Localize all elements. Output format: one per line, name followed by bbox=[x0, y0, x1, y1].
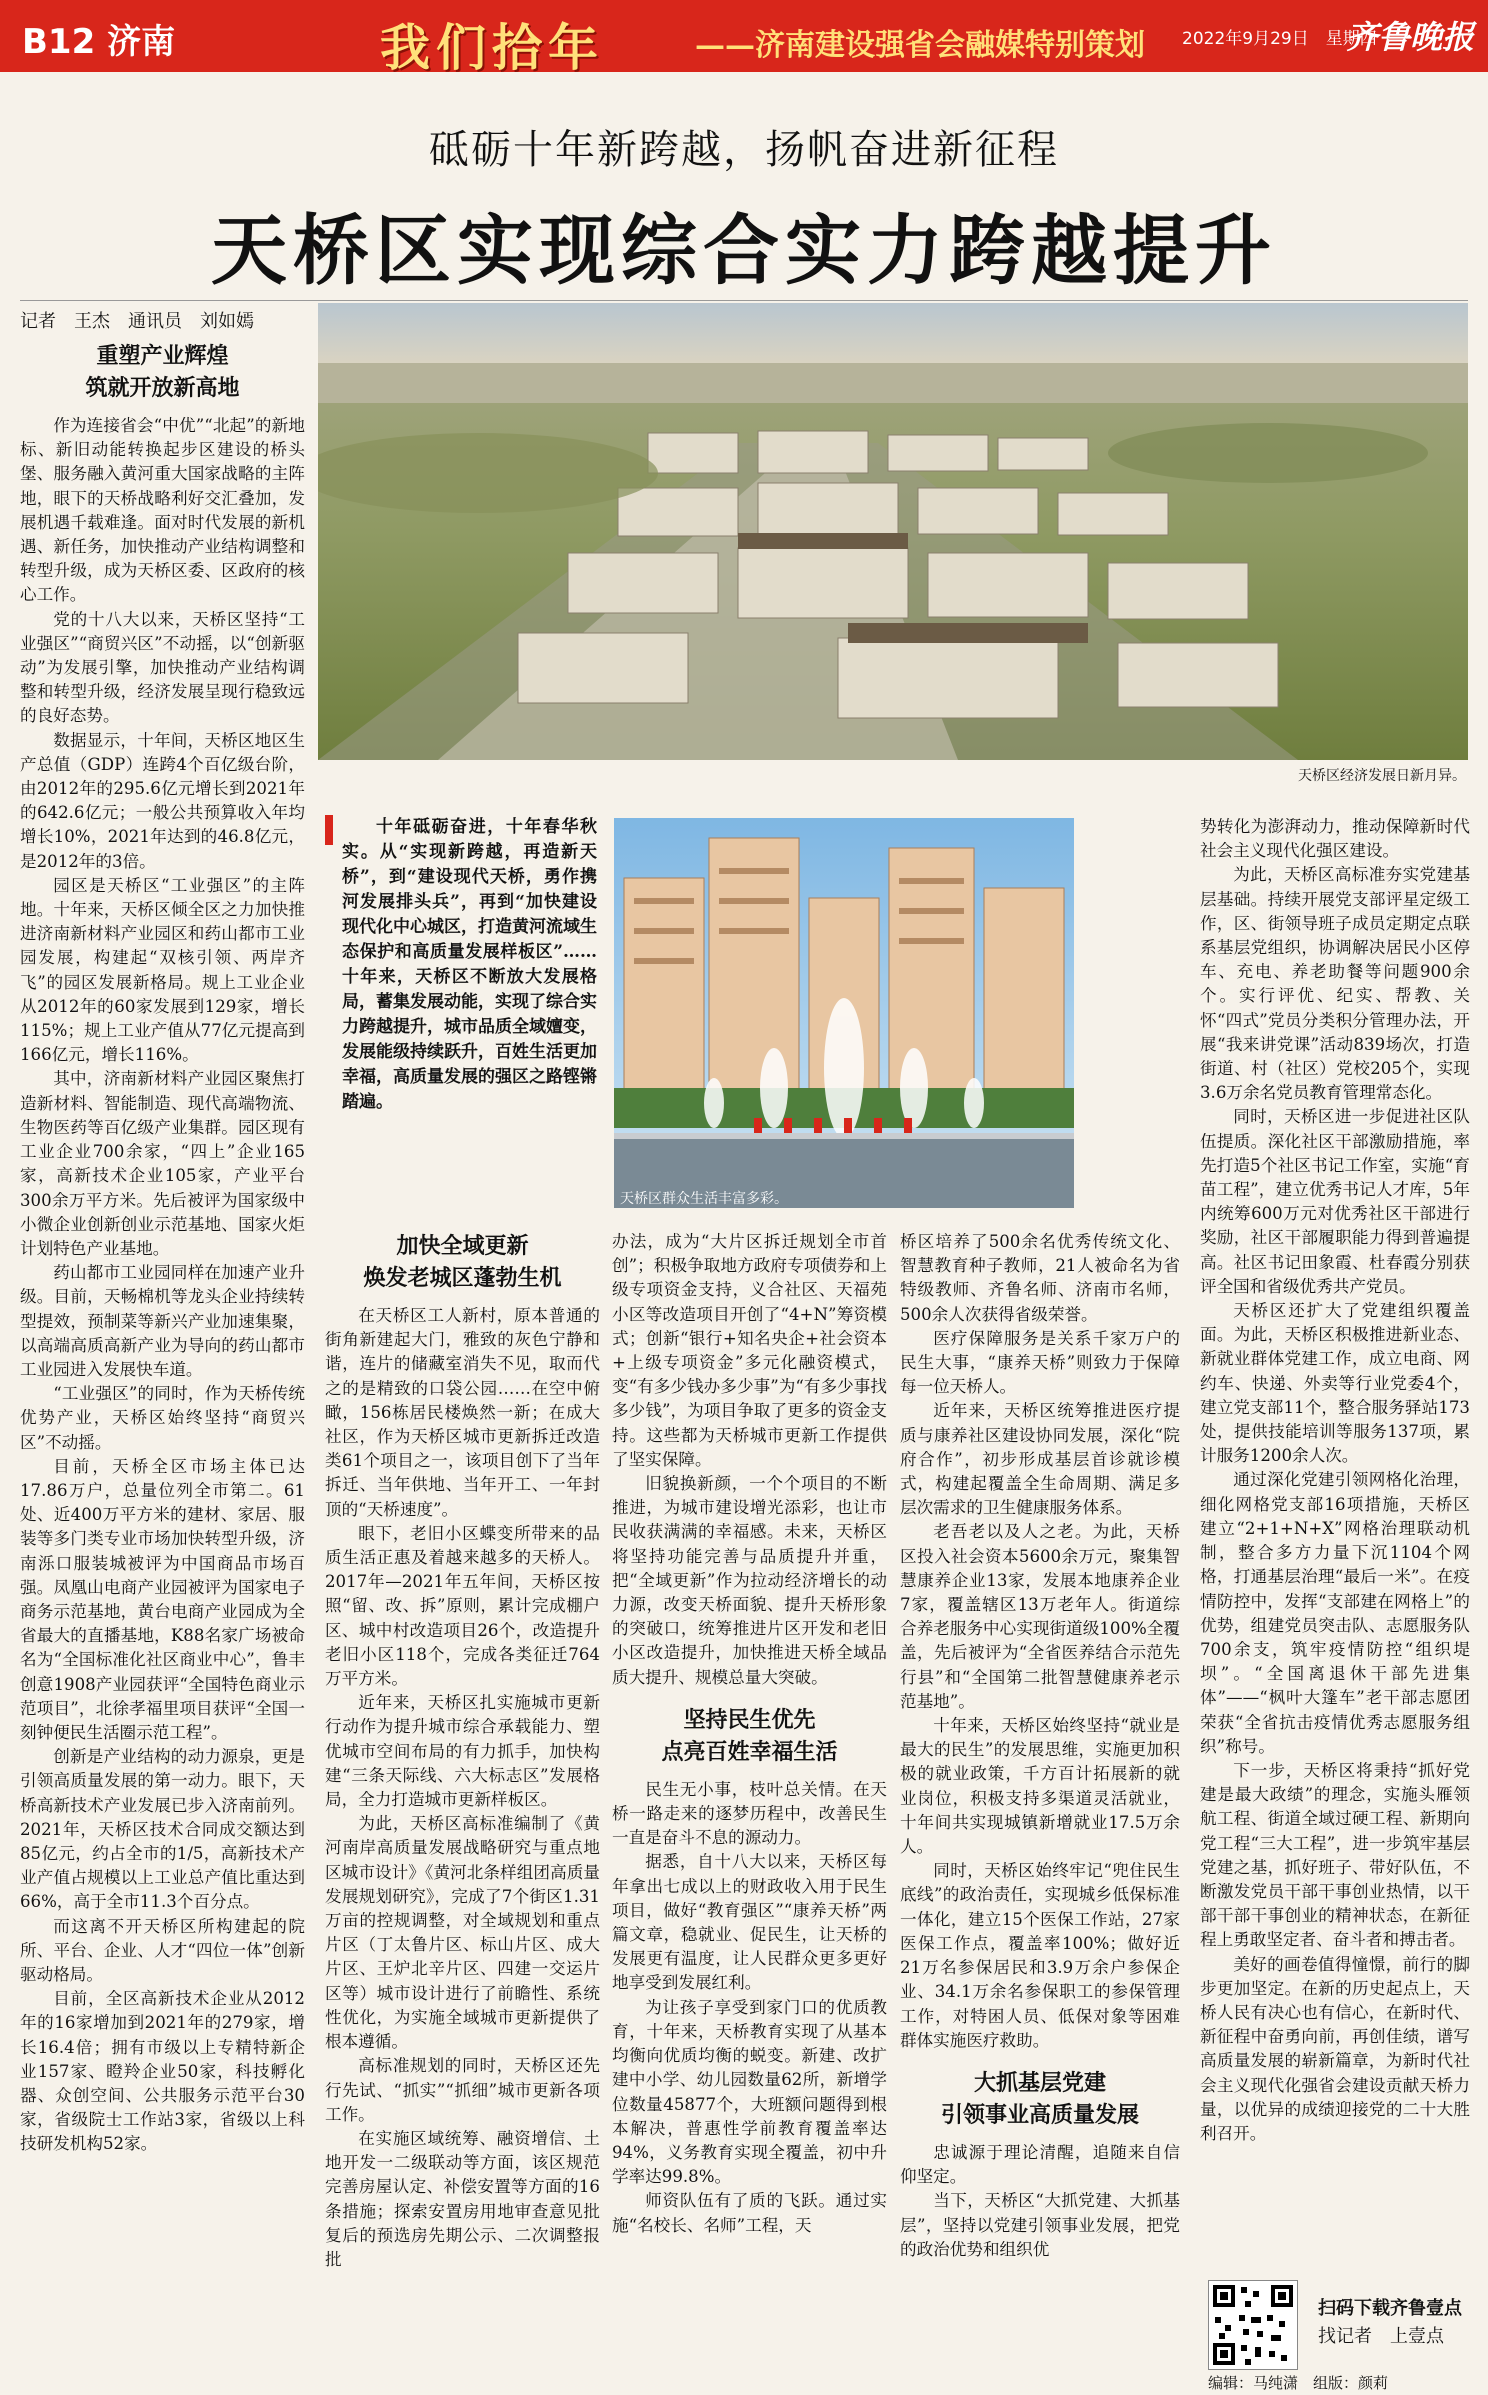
section4-body: 民生无小事，枝叶总关情。在天桥一路走来的逐梦历程中，改善民生一直是奋斗不息的源动力。 据悉，自十八大以来，天桥区每年拿出七成以上的财政收入用于民生项目，做好“教育强区”“康养天桥”两篇文章，稳就业、促民生，让天桥的发展更有温度，让人民群众更多更好地享受到发展红利。 为让孩子享受到家门口的优质教育，十年来，天桥教育实现了从基本均衡向优质均衡的蜕变。新建、改扩建中小学、幼儿园数量62所，新增学位数量45877个，大班额问题得到根本解决，普惠性学前教育覆盖率达94%，义务教育实现全覆盖，初中升学率达99.8%。 师资队伍有了质的飞跃。通过实施“名校长、名师”工程，天 bbox=[612, 1779, 887, 2235]
section3-body: 办法，成为“大片区拆迁规划全市首创”；积极争取地方政府专项债券和上级专项资金支持，义合社区、天福苑小区等改造项目开创了“4+N”筹资模式；创新“银行+知名央企+社会资本+上级专项资金”多元化融资模式，变“有多少钱办多少事”为“有多少事找多少钱”，为项目争取了更多的资金支持。这些都为天桥城市更新工作提供了坚实保障。 旧貌换新颜，一个个项目的不断推进，为城市建设增光添彩，也让市民收获满满的幸福感。未来，天桥区将坚持功能完善与品质提升并重，把“全域更新”作为拉动经济增长的动力源，改变天桥面貌、提升天桥形象的突破口，统筹推进片区开发和老旧小区改造提升，加快推进天桥全域品质大提升、规模总量大突破。 bbox=[612, 1232, 887, 1687]
page-label: B12 济南 bbox=[22, 22, 176, 62]
byline: 记者 王杰 通讯员 刘如嫣 bbox=[20, 311, 254, 332]
photo2-caption: 天桥区群众生活丰富多彩。 bbox=[620, 1191, 788, 1207]
fountain-photo bbox=[614, 818, 1074, 1208]
column-4 bbox=[900, 1230, 1180, 2385]
fountain-photo-illustration bbox=[614, 818, 1074, 1208]
headline-divider bbox=[20, 300, 1468, 301]
column-3 bbox=[612, 1230, 887, 2385]
editor-credits: 编辑：马纯潇 组版：颜莉 bbox=[1208, 2374, 1389, 2392]
section4-title-line2: 点亮百姓幸福生活 bbox=[661, 1738, 838, 1765]
masthead-band bbox=[0, 0, 1488, 77]
aerial-photo-illustration bbox=[318, 303, 1468, 760]
column-1 bbox=[20, 340, 305, 2385]
qr-caption-line1: 扫码下载齐鲁壹点 bbox=[1318, 2298, 1462, 2319]
lead-paragraph: 十年砥砺奋进，十年春华秋实。从“实现新跨越，再造新天桥”，到“建设现代天桥，勇作携河发展排头兵”，再到“加快建设现代化中心城区，打造黄河流域生态保护和高质量发展样板区”……十年来，天桥区不断放大发展格局，蓄集发展动能，实现了综合实力跨越提升，城市品质全域嬗变，发展能级持续跃升，百姓生活更加幸福，高质量发展的强区之路铿锵踏遍。 bbox=[342, 817, 597, 1112]
column-5 bbox=[1200, 815, 1470, 2270]
kicker-headline: 砥砺十年新跨越，扬帆奋进新征程 bbox=[429, 127, 1059, 173]
issue-date: 2022年9月29日 星期四 bbox=[1182, 29, 1377, 49]
section7-body: 势转化为澎湃动力，推动保障新时代社会主义现代化强区建设。 为此，天桥区高标准夯实党建基层基础。持续开展党支部评星定级工作，区、街领导班子成员定期定点联系基层党组织，协调解决居民小区停车、充电、养老助餐等问题900余个。实行评优、纪实、帮教、关怀“四式”党员分类积分管理办法，开展“我来讲党课”活动839场次，打造街道、村（社区）党校205个，实现3.6万余名党员教育管理常态化。 同时，天桥区进一步促进社区队伍提质。深化社区干部激励措施，率先打造5个社区书记工作室，实施“育苗工程”，建立优秀书记人才库，5年内统筹600万元对优秀社区干部进行奖励，社区干部履职能力得到普遍提高。社区书记田象霞、杜春霞分别获评全国和省级优秀共产党员。 天桥区还扩大了党建组织覆盖面。为此，天桥区积极推进新业态、新就业群体党建工作，成立电商、网约车、快递、外卖等行业党委4个，建立党支部11个，整合服务驿站173处，提供技能培训等服务137项，累计服务1200余人次。 通过深化党建引领网格化治理，细化网格党支部16项措施，天桥区建立“2+1+N+X”网格治理联动机制，整合多方力量下沉1104个网格，打通基层治理“最后一米”。在疫情防控中，发挥“支部建在网格上”的优势，组建党员突击队、志愿服务队700余支，筑牢疫情防控“组织堤坝”。“全国离退休干部先进集体”——“枫叶大篷车”老干部志愿团荣获“全省抗击疫情优秀志愿服务组织”称号。 下一步，天桥区将秉持“抓好党建是最大政绩”的理念，实施头雁领航工程、街道全域过硬工程、新期向党工程“三大工程”，进一步筑牢基层党建之基，抓好班子、带好队伍，不断激发党员干部干事创业热情，以干部干部干事创业的精神状态，在新征程上勇敢坚定者、奋斗者和搏击者。 美好的画卷值得憧憬，前行的脚步更加坚定。在新的历史起点上，天桥人民有决心也有信心，在新时代、新征程中奋勇向前，再创佳绩，谱写高质量发展的崭新篇章，为新时代社会主义现代化强省会建设贡献天桥力量，以优异的成绩迎接党的二十大胜利召开。 bbox=[1200, 817, 1470, 2143]
main-headline: 天桥区实现综合实力跨越提升 bbox=[211, 206, 1277, 295]
section6-body: 忠诚源于理论清醒，追随来自信仰坚定。 当下，天桥区“大抓党建、大抓基层”，坚持以党建引领事业发展，把党的政治优势和组织优 bbox=[900, 2142, 1180, 2259]
column-2 bbox=[325, 1230, 600, 2385]
section5-body: 桥区培养了500余名优秀传统文化、智慧教育种子教师，21人被命名为省特级教师、齐鲁名师、济南市名师，500余人次获得省级荣誉。 医疗保障服务是关系千家万户的民生大事，“康养天桥”则致力于保障每一位天桥人。 近年来，天桥区统筹推进医疗提质与康养社区建设协同发展，深化“院府合作”，初步形成基层首诊就诊模式，构建起覆盖全生命周期、满足多层次需求的卫生健康服务体系。 老吾老以及人之老。为此，天桥区投入社会资本5600余万元，聚集智慧康养企业13家，发展本地康养企业7家，覆盖辖区13万老年人。街道综合养老服务中心实现街道级100%全覆盖，先后被评为“全省医养结合示范先行县”和“全国第二批智慧健康养老示范基地”。 十年来，天桥区始终坚持“就业是最大的民生”的发展思维，实施更加积极的就业政策，千方百计拓展新的就业岗位，积极支持多渠道灵活就业，十年间共实现城镇新增就业17.5万余人。 同时，天桥区始终牢记“兜住民生底线”的政治责任，实现城乡低保标准一体化，建立15个医保工作站，27家医保工作点，覆盖率100%；做好近21万名参保居民和3.9万余户参保企业、34.1万余名参保职工的参保管理工作，对特困人员、低保对象等困难群体实施医疗救助。 bbox=[900, 1232, 1180, 2050]
section2-body: 在天桥区工人新村，原本普通的街角新建起大门，雅致的灰色宁静和谐，连片的储藏室消失不见，取而代之的是精致的口袋公园……在空中俯瞰，156栋居民楼焕然一新；在成大社区，作为天桥区城市更新拆迁改造类61个项目之一，该项目创下了当年拆迁、当年供地、当年开工、一年封顶的“天桥速度”。 眼下，老旧小区蝶变所带来的品质生活正惠及着越来越多的天桥人。2017年—2021年五年间，天桥区按照“留、改、拆”原则，累计完成棚户区、城中村改造项目26个，改造提升老旧小区118个，完成各类征迁764万平方米。 近年来，天桥区扎实施城市更新行动作为提升城市综合承载能力、塑优城市空间布局的有力抓手，加快构建“三条天际线、六大标志区”发展格局，全力打造城市更新样板区。 为此，天桥区高标准编制了《黄河南岸高质量发展战略研究与重点地区城市设计》《黄河北条样组团高质量发展规划研究》，完成了7个街区1.31万亩的控规调整，对全域规划和重点片区（丁太鲁片区、标山片区、成大片区、王炉北辛片区、四建一交运片区等）城市设计进行了前瞻性、系统性优化，为实施全域城市更新提供了根本遵循。 高标准规划的同时，天桥区还先行先试、“抓实”“抓细”城市更新各项工作。 在实施区域统筹、融资增信、土地开发一二级联动等方面，该区规范完善房屋认定、补偿安置等方面的16条措施；探索安置房用地审查意见批复后的预选房先期公示、二次调整报批 bbox=[325, 1306, 600, 2269]
section6-title-line1: 大抓基层党建 bbox=[973, 2069, 1106, 2096]
section1-body: 作为连接省会“中优”“北起”的新地标、新旧动能转换起步区建设的桥头堡、服务融入黄河重大国家战略的主阵地，眼下的天桥战略利好交汇叠加，发展机遇千载难逢。面对时代发展的新机遇、新任务，加快推动产业结构调整和转型升级，成为天桥区委、区政府的核心工作。 党的十八大以来，天桥区坚持“工业强区”“商贸兴区”不动摇，以“创新驱动”为发展引擎，加快推动产业结构调整和转型升级，经济发展呈现行稳致远的良好态势。 数据显示，十年间，天桥区地区生产总值（GDP）连跨4个百亿级台阶，由2012年的295.6亿元增长到2021年的642.6亿元；一般公共预算收入年均增长10%，2021年达到的46.8亿元，是2012年的3倍。 园区是天桥区“工业强区”的主阵地。十年来，天桥区倾全区之力加快推进济南新材料产业园区和药山都市工业园发展，构建起“双核引领、两岸齐飞”的园区发展新格局。规上工业企业从2012年的60家发展到129家，增长115%；规上工业产值从77亿元提高到166亿元，增长116%。 其中，济南新材料产业园区聚焦打造新材料、智能制造、现代高端物流、生物医药等百亿级产业集群。园区现有工业企业700余家，“四上”企业165家，高新技术企业105家，产业平台300余万平方米。先后被评为国家级中小微企业创新创业示范基地、国家火炬计划特色产业基地。 药山都市工业园同样在加速产业升级。目前，天畅棉机等龙头企业持续转型提效，预制菜等新兴产业加速集聚，以高端高质高新产业为导向的药山都市工业园进入发展快车道。 “工业强区”的同时，作为天桥传统优势产业，天桥区始终坚持“商贸兴区”不动摇。 目前，天桥全区市场主体已达17.86万户，总量位列全市第二。61处、近400万平方米的建材、家居、服装等多门类专业市场加快转型升级，济南泺口服装城被评为中国商品市场百强。凤凰山电商产业园被评为国家电子商务示范基地，黄台电商产业园成为全省最大的直播基地，K88名家广场被命名为“全国标准化社区商业中心”，鲁丰创意1908产业园获评“全国特色商业示范项目”，北徐孝福里项目获评“全国一刻钟便民生活圈示范工程”。 创新是产业结构的动力源泉，更是引领高质量发展的第一动力。眼下，天桥高新技术产业发展已步入济南前列。2021年，天桥区技术合同成交额达到85亿元，约占全市的1/5，高新技术产业产值占规模以上工业总产值比重达到66%，高于全市11.3个百分点。 而这离不开天桥区所构建起的院所、平台、企业、人才“四位一体”创新驱动格局。 目前，全区高新技术企业从2012年的16家增加到2021年的279家，增长16.4倍；拥有市级以上专精特新企业157家、瞪羚企业50家，科技孵化器、众创空间、公共服务示范平台30家，省级院士工作站3家，省级以上科技研发机构52家。 bbox=[20, 416, 305, 2154]
qr-code-icon bbox=[1209, 2281, 1297, 2369]
series-title: ——济南建设强省会融媒特别策划 bbox=[695, 28, 1145, 63]
lead-marker bbox=[325, 815, 333, 845]
qr-caption-line2: 找记者 上壹点 bbox=[1318, 2326, 1444, 2347]
section2-title-line1: 加快全域更新 bbox=[396, 1233, 529, 1259]
section6-title-line2: 引领事业高质量发展 bbox=[940, 2101, 1139, 2128]
section4-title-line1: 坚持民生优先 bbox=[683, 1706, 816, 1733]
section2-title-line2: 焕发老城区蓬勃生机 bbox=[363, 1265, 562, 1291]
series-logo: 我们拾年 bbox=[380, 18, 604, 77]
paper-name: 齐鲁晚报 bbox=[1346, 18, 1475, 56]
aerial-photo bbox=[318, 303, 1468, 760]
section1-title-line2: 筑就开放新高地 bbox=[85, 375, 240, 401]
photo1-caption: 天桥区经济发展日新月异。 bbox=[1298, 768, 1466, 784]
section1-title-line1: 重塑产业辉煌 bbox=[96, 343, 229, 369]
qr-code[interactable] bbox=[1208, 2280, 1298, 2370]
